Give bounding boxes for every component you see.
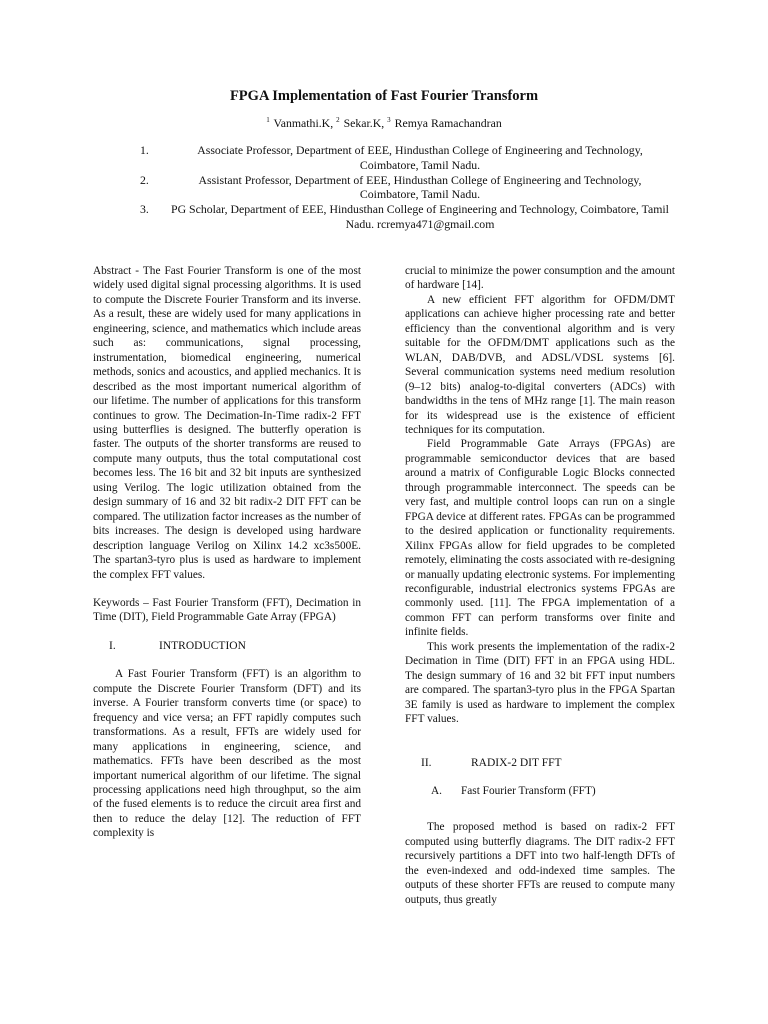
paper-title: FPGA Implementation of Fast Fourier Transform — [229, 88, 539, 104]
affiliation-item — [130, 173, 670, 203]
affiliation-list — [130, 143, 670, 232]
affiliation-item — [130, 143, 670, 173]
abstract-paragraph: Abstract - The Fast Fourier Transform is one of the most widely used digital signal processing algorithms. It is used to compute the Discrete Fourier Transform and its inverse. As a result, these are widely used for many applications in engineering, science, and mathematics which include areas such as: communications, signal processing, instrumentation, biomedical engineering, numerical methods, sonics and acoustics, and applied mechanics. It is described as the most important numerical algorithm of our lifetime. The number of applications for this transform continues to grow. The Decimation-In-Time radix-2 FFT using butterflies is designed. The butterfly operation is faster. The outputs of the shorter transforms are reused to compute many outputs, thus the total computational cost becomes less. The 16 bit and 32 bit inputs are synthesized using Verilog. The logic utilization obtained from the design summary of 16 and 32 bit radix-2 DIT FFT can be compared. The utilization factor increases as the number of bits increases. The design is developed using hardware description language Verilog on Xilinx 14.2 xc3s500E. The spartan3-tyro plus is used as hardware to implement the complex FFT values. — [93, 265, 361, 581]
subsection-heading-fft — [405, 784, 675, 798]
section-title: RADIX-2 DIT FFT — [471, 756, 562, 769]
section-number: II. — [421, 756, 432, 769]
author-1-marker: 1 — [266, 116, 270, 124]
body-paragraph: crucial to minimize the power consumption and the amount of hardware [14]. — [405, 265, 675, 292]
body-paragraph: The proposed method is based on radix-2 FFT computed using butterfly diagrams. The DIT radix-2 FFT recursively partitions a DFT into two half-length DFTs of the even-indexed and odd-indexed time samples. The outputs of these shorter FFTs are reused to compute many outputs, thus greatly — [405, 821, 675, 906]
author-1-name: Vanmathi.K, — [273, 116, 334, 130]
section-heading-introduction — [93, 639, 361, 653]
affiliation-text: Associate Professor, Department of EEE, Hindusthan College of Engineering and Technology, Coimbatore, Tamil Nadu. — [197, 143, 643, 172]
body-paragraph: This work presents the implementation of the radix-2 Decimation in Time (DIT) FFT in an FPGA using HDL. The design summary of 16 and 32 bit FFT input numbers are compared. The spartan3-tyro plus in the FPGA Spartan 3E family is used as hardware to implement the complex FFT values. — [405, 640, 675, 726]
affiliation-text: PG Scholar, Department of EEE, Hindusthan College of Engineering and Technology, Coimbatore, Tamil Nadu. rcremya471@gmail.com — [171, 202, 669, 231]
affiliation-number: 3. — [140, 202, 149, 217]
body-paragraph: A new efficient FFT algorithm for OFDM/DMT applications can achieve higher processing rate and better efficiency than the conventional algorithm and is very suitable for the OFDM/DMT applications such as the WLAN, DAB/DVB, and ADSL/VDSL systems [6]. Several communication systems need medium resolution (9–12 bits) analog-to-digital converters (ADCs) with bandwidths in the tens of MHz range [1]. The main reason for its widespread use is the existence of efficient techniques for its computation. — [405, 293, 675, 436]
section-number: I. — [109, 639, 116, 652]
author-list — [0, 116, 768, 131]
body-paragraph: Field Programmable Gate Arrays (FPGAs) are programmable semiconductor devices that are based around a matrix of Configurable Logic Blocks connected through programmable interconnect. The speeds can be very fast, and multiple control loops can run on a single FPGA device at different rates. FPGAs can be programmed to the desired application or functionality requirements. Xilinx FPGAs allow for field upgrades to be completed remotely, eliminating the costs associated with re-designing or manually updating electronic systems. For implementing reconfigurable, industrial electronics systems FPGAs are commonly used. [11]. The FPGA implementation of a common FFT can perform transforms over finite and infinite fields. — [405, 438, 676, 639]
keywords-paragraph: Keywords – Fast Fourier Transform (FFT), Decimation in Time (DIT), Field Programmable Gate Array (FPGA) — [93, 596, 361, 624]
affiliation-text: Assistant Professor, Department of EEE, Hindusthan College of Engineering and Technology, Coimbatore, Tamil Nadu. — [198, 172, 642, 202]
author-2-name: Sekar.K, — [343, 116, 385, 130]
subsection-number: A. — [431, 784, 442, 797]
author-2-marker: 2 — [336, 116, 340, 124]
affiliation-item — [130, 202, 670, 232]
section-title: INTRODUCTION — [159, 639, 246, 652]
section-heading-radix2 — [405, 756, 675, 770]
right-column — [405, 264, 675, 907]
intro-paragraph: A Fast Fourier Transform (FFT) is an algorithm to compute the Discrete Fourier Transform (DFT) and its inverse. A Fourier transform converts time (or space) to frequency and vice versa; an FFT rapidly computes such transformations. As a result, FFTs are widely used for many applications in engineering, science, and mathematics. FFTs have been described as the most important numerical algorithm of our lifetime. The signal processing applications need high throughput, so the aim of the fused elements is to reduce the circuit area first and then to reduce the delay [12]. The reduction of FFT complexity is — [93, 668, 361, 840]
author-3-name: Remya Ramachandran — [394, 116, 502, 130]
left-column — [93, 264, 361, 841]
affiliation-number: 2. — [140, 172, 149, 187]
author-3-marker: 3 — [387, 116, 391, 124]
affiliation-number: 1. — [140, 143, 149, 157]
subsection-title: Fast Fourier Transform (FFT) — [461, 784, 596, 797]
